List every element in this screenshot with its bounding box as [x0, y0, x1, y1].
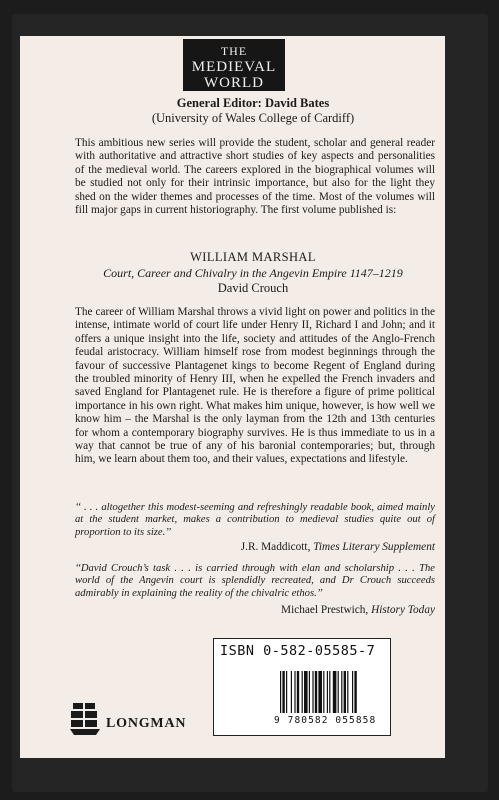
reviewer-name: J.R. Maddicott,: [240, 541, 311, 553]
review-attribution-1: [241, 541, 435, 553]
volume-title: WILLIAM MARSHAL: [190, 250, 316, 264]
volume-subtitle: Court, Career and Chivalry in the Angevin Empire 1147–1219: [103, 266, 403, 280]
publisher-name: LONGMAN: [106, 716, 187, 731]
volume-description: The career of William Marshal throws a vivid light on power and politics in the intense, intimate world of court life under Henry II, Richard I and John; and it offers a unique insight into the life, society and attitudes of the Anglo-French feudal aristocracy. William himself rose from modest beginnings through the favour of successive Plantagenet kings to become Regent of England during the troubled minority of Henry III, when he expelled the French invaders and saved England for Plantagenet rule. He is therefore a figure of prime political importance in his own right. What makes him unique, however, is how well we know him – the Marshal is the only layman from the 12th and 13th centuries for whom a contemporary biography survives. He is thus immediate to us in a way that cannot be true of any of his baronial contemporaries; but, through him, we learn about them too, and their values, expectations and lifestyle.: [75, 306, 435, 466]
reviewer-name: Michael Prestwich,: [281, 604, 369, 616]
review-publication: Times Literary Supplement: [313, 541, 435, 553]
barcode-panel: [213, 638, 391, 736]
review-publication: History Today: [371, 604, 435, 616]
volume-author: David Crouch: [217, 281, 289, 295]
isbn-number: ISBN 0-582-05585-7: [220, 643, 376, 659]
general-editor: General Editor: David Bates: [176, 96, 330, 110]
review-quote-2: ‘‘David Crouch’s task . . . is carried through with elan and scholarship . . . The world of the Angevin court is splendidly recreated, and Dr Crouch succeeds admirably in explaining the reality of the chivalric ethos.’’: [75, 563, 435, 599]
series-intro: This ambitious new series will provide the student, scholar and general reader with authoritative and attractive short studies of key aspects and personalities of the medieval world. The careers explored in the biographical volumes will be studied not only for their intrinsic importance, but also for the light they shed on the wider themes and processes of the time. Most of the volumes will fill major gaps in current historiography. The first volume published is:: [75, 137, 435, 217]
series-line-3: WORLD: [204, 75, 264, 91]
series-line-2: MEDIEVAL: [191, 59, 277, 75]
series-line-1: THE: [220, 44, 248, 58]
ean-number: 9 780582 055858: [274, 715, 377, 726]
editor-affiliation: (University of Wales College of Cardiff): [151, 111, 355, 125]
review-quote-1: ‘‘ . . . altogether this modest-seeming and refreshingly readable book, aimed mainly at the student market, makes a contribution to medieval studies quite out of proportion to its size.’’: [75, 502, 435, 538]
ship-logo-icon: [70, 701, 100, 737]
review-attribution-2: [281, 604, 435, 616]
barcode-icon: [280, 671, 380, 713]
series-logo: [183, 39, 285, 91]
